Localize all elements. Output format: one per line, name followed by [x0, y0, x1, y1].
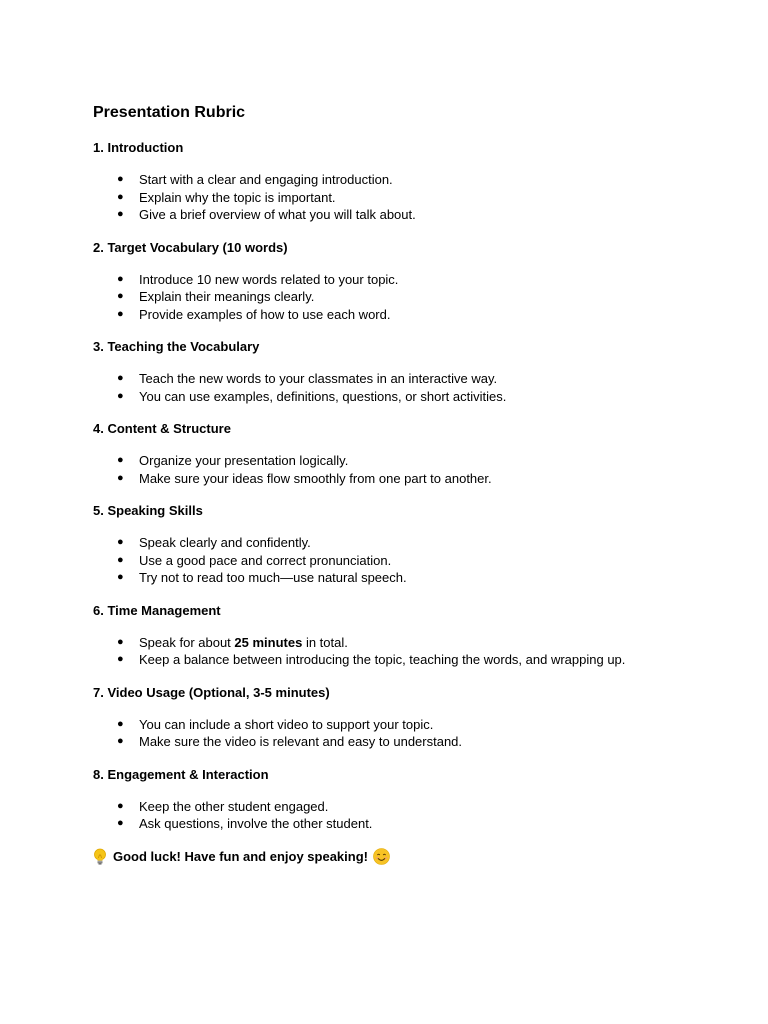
teaching-vocabulary-list: [93, 370, 733, 405]
list-item-text: You can include a short video to support your topic.: [139, 716, 434, 732]
bullet-icon: ●: [117, 307, 124, 320]
section-heading-video-usage: 7. Video Usage (Optional, 3-5 minutes): [93, 684, 330, 700]
list-item-text: Keep a balance between introducing the topic, teaching the words, and wrapping up.: [139, 652, 626, 667]
section-heading-engagement: 8. Engagement & Interaction: [93, 766, 269, 782]
time-management-list: [93, 634, 733, 669]
list-item-text: Provide examples of how to use each word.: [139, 306, 391, 322]
bullet-icon: ●: [117, 817, 124, 829]
list-item-text: Explain why the topic is important.: [139, 189, 336, 205]
bullet-icon: ●: [117, 735, 124, 747]
list-item: [93, 288, 733, 306]
list-item: [93, 651, 733, 669]
speaking-skills-list: [93, 534, 733, 587]
bullet-icon: ●: [117, 190, 124, 203]
section-heading-teaching-vocabulary: 3. Teaching the Vocabulary: [93, 339, 260, 354]
list-item-text: Introduce 10 new words related to your topic.: [139, 271, 399, 287]
time-item-after: in total.: [302, 634, 348, 650]
list-item: [93, 552, 733, 570]
bullet-icon: ●: [117, 635, 124, 648]
list-item-text: You can use examples, definitions, questions, or short activities.: [139, 388, 507, 404]
list-item-text: Make sure your ideas flow smoothly from one part to another.: [139, 470, 492, 486]
section-heading-time-management: 6. Time Management: [93, 602, 221, 618]
list-item: [93, 798, 733, 816]
list-item: [93, 189, 733, 207]
section-heading-content-structure: 4. Content & Structure: [93, 421, 231, 436]
bullet-icon: ●: [117, 553, 124, 566]
bullet-icon: ●: [117, 717, 124, 730]
engagement-list: [93, 798, 733, 833]
bullet-icon: ●: [117, 290, 124, 302]
closing-line: [93, 848, 733, 865]
list-item-text: Explain their meanings clearly.: [139, 289, 315, 304]
target-vocabulary-list: [93, 271, 733, 324]
list-item-text: Ask questions, involve the other student.: [139, 816, 373, 831]
list-item-text: Teach the new words to your classmates in an interactive way.: [139, 371, 498, 386]
lightbulb-icon: [93, 848, 107, 865]
list-item-text: Give a brief overview of what you will talk about.: [139, 207, 416, 222]
bullet-icon: ●: [117, 272, 124, 285]
list-item: [93, 716, 733, 734]
content-structure-list: [93, 452, 733, 487]
section-heading-introduction: 1. Introduction: [93, 140, 184, 155]
list-item-text: Keep the other student engaged.: [139, 798, 329, 814]
bullet-icon: ●: [117, 173, 124, 185]
list-item-text: Use a good pace and correct pronunciation.: [139, 552, 392, 568]
section-heading-speaking-skills: 5. Speaking Skills: [93, 503, 203, 518]
bullet-icon: ●: [117, 653, 124, 665]
list-item: [93, 388, 733, 406]
list-item: [93, 206, 733, 224]
bullet-icon: ●: [117, 571, 124, 583]
list-item: [93, 470, 733, 488]
bullet-icon: ●: [117, 454, 124, 466]
bullet-icon: ●: [117, 208, 124, 220]
time-item-before: Speak for about: [139, 634, 235, 650]
bullet-icon: ●: [117, 799, 124, 812]
list-item-text: Organize your presentation logically.: [139, 453, 349, 468]
list-item: [93, 271, 733, 289]
list-item: [93, 306, 733, 324]
bullet-icon: ●: [117, 471, 124, 484]
smiling-face-icon: [373, 848, 390, 865]
list-item: [93, 733, 733, 751]
list-item: [93, 370, 733, 388]
closing-text: Good luck! Have fun and enjoy speaking!: [113, 848, 368, 864]
list-item: [93, 634, 733, 652]
list-item: [93, 534, 733, 552]
list-item: [93, 452, 733, 470]
video-usage-list: [93, 716, 733, 751]
introduction-list: [93, 171, 733, 224]
section-heading-target-vocabulary: 2. Target Vocabulary (10 words): [93, 239, 288, 255]
list-item: [93, 171, 733, 189]
document-page: [93, 103, 733, 865]
list-item: [93, 815, 733, 833]
list-item: [93, 569, 733, 587]
list-item-text: Speak clearly and confidently.: [139, 535, 311, 550]
bullet-icon: ●: [117, 536, 124, 548]
list-item-text: Start with a clear and engaging introduction.: [139, 172, 393, 187]
time-item-duration: 25 minutes: [234, 634, 303, 650]
bullet-icon: ●: [117, 389, 124, 402]
list-item-text: Make sure the video is relevant and easy to understand.: [139, 734, 463, 749]
bullet-icon: ●: [117, 372, 124, 384]
page-title: Presentation Rubric: [93, 104, 246, 121]
list-item-text: Try not to read too much—use natural speech.: [139, 570, 407, 585]
